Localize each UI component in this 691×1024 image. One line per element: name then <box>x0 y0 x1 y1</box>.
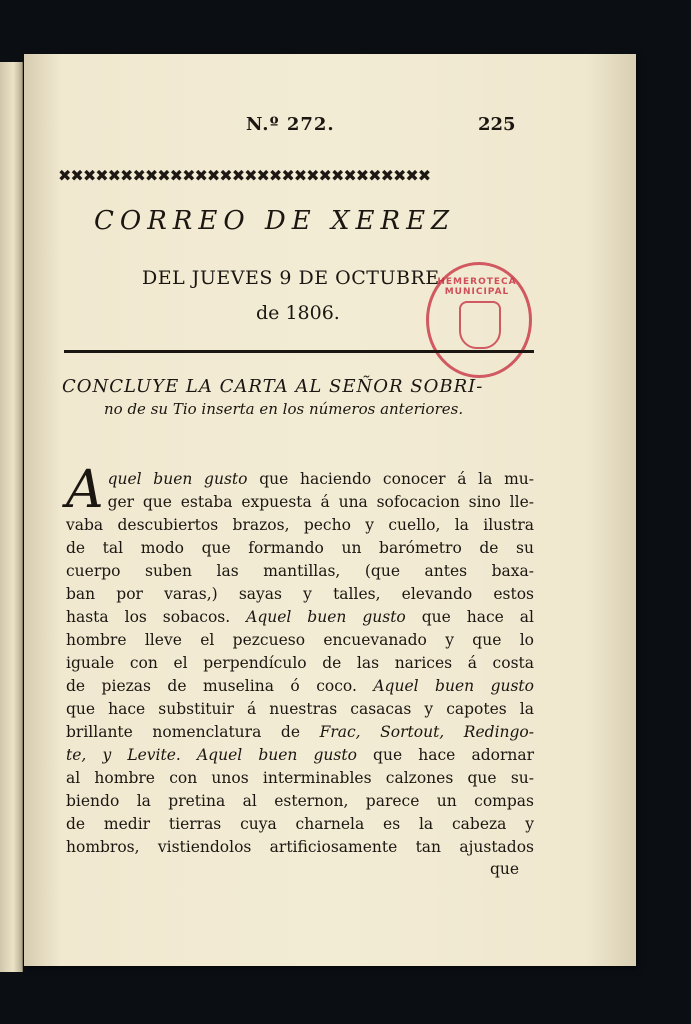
date-line-weekday: DEL JUEVES 9 DE OCTUBRE <box>142 267 440 289</box>
ornamental-border: ✖✖✖✖✖✖✖✖✖✖✖✖✖✖✖✖✖✖✖✖✖✖✖✖✖✖✖✖✖✖ <box>58 166 431 185</box>
divider-rule <box>64 350 534 353</box>
article-headline: CONCLUYE LA CARTA AL SEÑOR SOBRI- <box>62 376 484 397</box>
stamp-text: HEMEROTECA MUNICIPAL <box>437 277 517 297</box>
article-body: A quel buen gusto que haciendo conocer á la mu- ger que estaba expuesta á una sofocacion sino lle- vaba descubiertos brazos, pecho y cuello, la ilustra de tal modo que formando un barómetro de su cuerpo suben las mantillas, (que antes baxa- ban por varas,) sayas y talles, elevando estos hasta los sobacos. Aquel buen gusto que hace al hombre lleve el pezcueso encuevanado y que lo iguale con el perpendículo de las narices á costa de piezas de muselina ó coco. Aquel buen gusto que hace substituir á nuestras casacas y capotes la brillante nomenclatura de Frac, Sortout, Redingo- te, y Levite. Aquel buen gusto que hace adornar al hombre con unos interminables calzones que su- biendo la pretina al esternon, parece un compas de medir tierras cuya charnela es la cabeza y hombros, vistiendolos artificiosamente tan ajustados <box>66 460 535 856</box>
catchword: que <box>490 860 520 878</box>
drop-cap: A <box>66 460 104 520</box>
date-line-year: de 1806. <box>256 302 340 324</box>
crest-icon <box>459 301 501 349</box>
article-subheadline: no de su Tio inserta en los números anteriores. <box>104 400 464 418</box>
library-stamp <box>426 262 532 378</box>
issue-number: N.º 272. <box>246 114 335 135</box>
masthead-title: CORREO DE XEREZ <box>94 206 456 236</box>
facing-page-edge <box>0 62 23 972</box>
page-number: 225 <box>478 114 516 135</box>
newspaper-page <box>24 54 636 966</box>
